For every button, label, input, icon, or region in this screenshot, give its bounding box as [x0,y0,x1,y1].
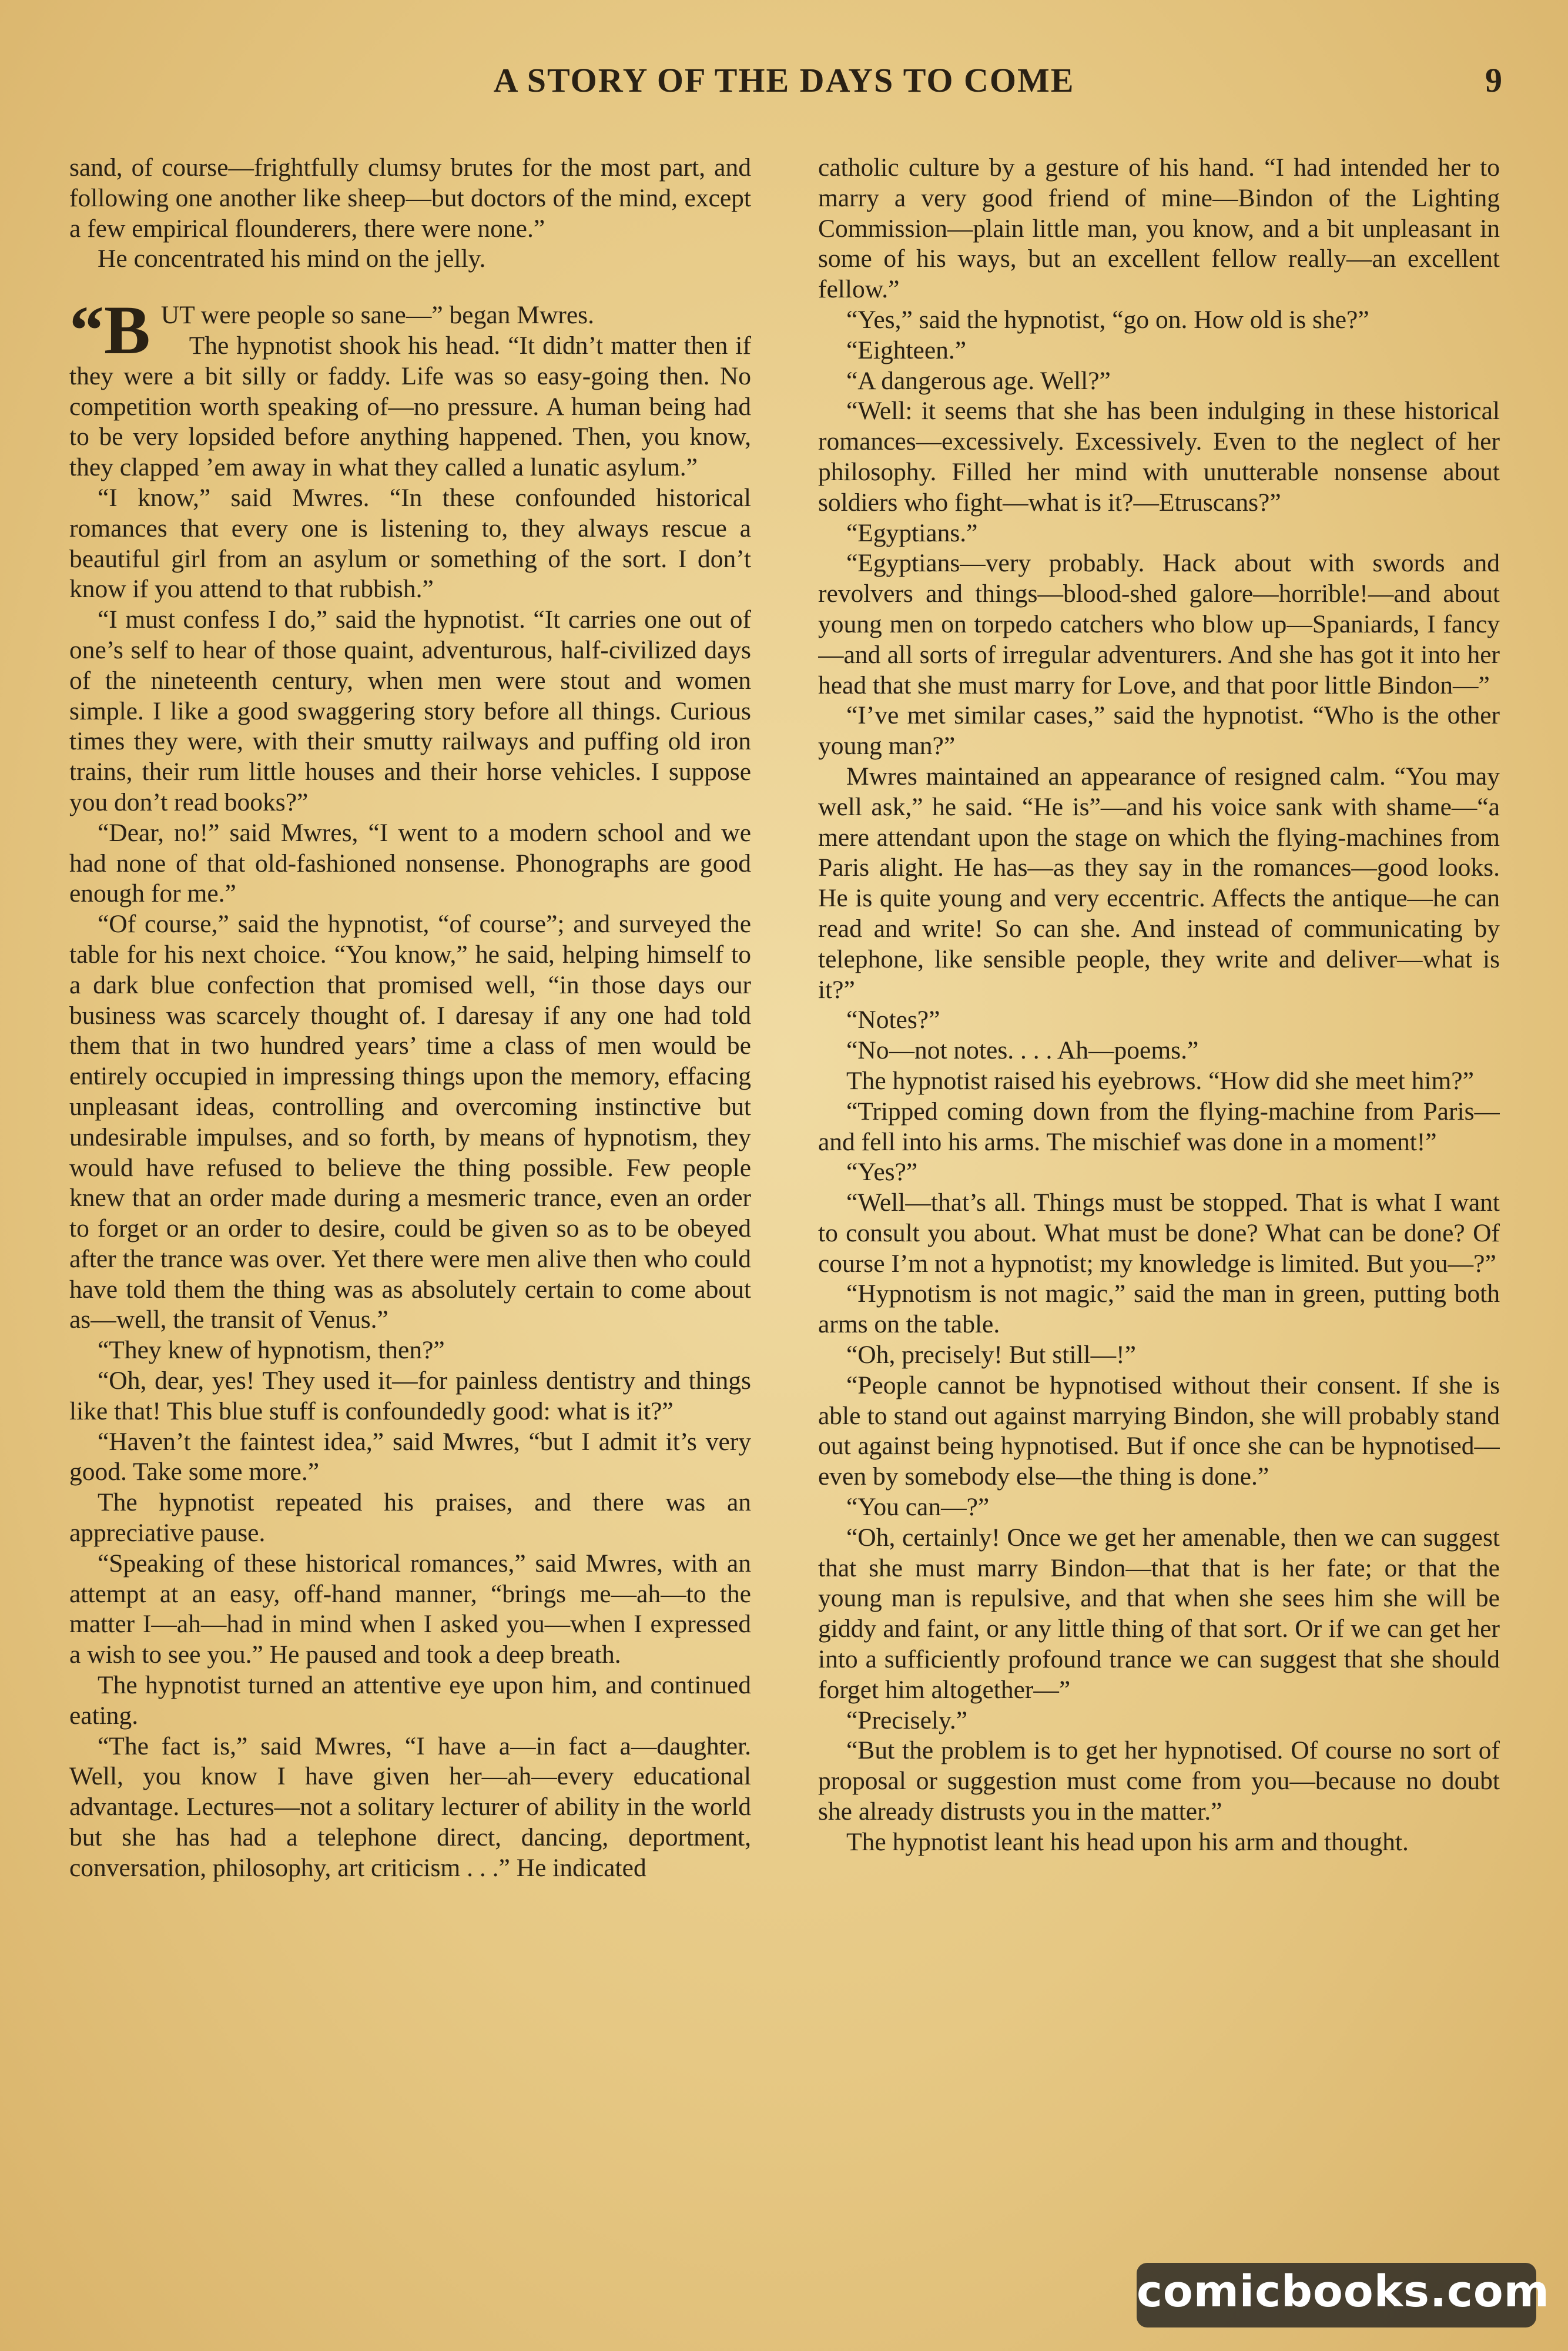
paragraph: “Eighteen.” [846,336,967,364]
paragraph: “Notes?” [846,1006,940,1034]
paragraph: “The fact is,” said Mwres, “I have a—in fact a—daughter. Well, you know I have given her—ah—every educational advantage. Lectures—not a solitary lecturer of ability in the world but she has had a telephone direct, dancing, deportment, conversation, philosophy, art criticism . . .” He indicated [69,1732,751,1882]
paragraph: Mwres maintained an appearance of resigned calm. “You may well ask,” he said. “He is”—and his voice sank with shame—“a mere attendant upon the stage on which the flying-machines from Paris alight. He has—as they say in the romances—good looks. He is quite young and very eccentric. Affects the antique—he can read and write! So can she. And instead of communicating by telephone, like sensible people, they write and deliver—what is it?” [818,762,1500,1004]
paragraph: “I must confess I do,” said the hypnotist. “It carries one out of one’s self to hear of those quaint, adventurous, half-civilized days of the nineteenth century, when men were stout and women simple. I like a good swaggering story before all things. Curious times they were, with their smutty railways and puffing old iron trains, their rum little houses and their horse vehicles. I suppose you don’t read books?” [69,605,751,816]
paragraph: “Of course,” said the hypnotist, “of course”; and surveyed the table for his next choice. “You know,” he said, helping himself to a dark blue confection that promised well, “in those days our business was scarcely thought of. I daresay if any one had told them that in two hundred years’ time a class of men would be entirely occupied in impressing things upon the memory, effacing unpleasant ideas, controlling and overcoming instinctive but undesirable impulses, and so forth, by means of hypnotism, they would have refused to believe the thing possible. Few people knew that an order made during a mesmeric trance, even an order to forget or an order to desire, could be given so as to be obeyed after the trance was over. Yet there were men alive then who could have told them the thing was as absolutely certain to come about as—well, the transit of Venus.” [69,910,751,1334]
paragraph: “Oh, certainly! Once we get her amenable, then we can suggest that she must marry Bindon—that that is her fate; or that the young man is repulsive, and that when she sees him she will be giddy and faint, or any little thing of that sort. Or if we can get her into a sufficiently profound trance we can suggest that she should forget him altogether—” [818,1523,1500,1704]
paragraph: “Egyptians—very probably. Hack about with swords and revolvers and things—blood-shed galore—horrible!—and about young men on torpedo catchers who blow up—Spaniards, I fancy—and all sorts of irregular adventurers. And she has got it into her head that she must marry for Love, and that poor little Bindon—” [818,549,1500,699]
paragraph-text: UT were people so sane—” began Mwres. [160,301,594,330]
paragraph: “Well—that’s all. Things must be stopped. That is what I want to consult you about. What must be done? What can be done? Of course I’m not a hypnotist; my knowledge is limited. But you—?” [818,1188,1500,1278]
paragraph: He concentrated his mind on the jelly. [98,245,486,273]
watermark-text: comicbooks.com [1137,2266,1550,2317]
paragraph: “I’ve met similar cases,” said the hypnotist. “Who is the other young man?” [818,701,1500,761]
paragraph: “No—not notes. . . . Ah—poems.” [846,1036,1199,1065]
paragraph: catholic culture by a gesture of his hand. “I had intended her to marry a very good friend of mine—Bindon of the Lighting Commission—plain little man, you know, and a bit unpleasant in some of his ways, but an excellent fellow really—an excellent fellow.” [818,153,1500,304]
paragraph: “You can—?” [846,1493,990,1522]
page-number: 9 [1485,61,1502,99]
paragraph: The hypnotist leant his head upon his arm and thought. [846,1827,1409,1856]
paragraph: “People cannot be hypnotised without their consent. If she is able to stand out against marrying Bindon, she will probably stand out against being hypnotised. But if once she can be hypnotised—even by somebody else—the thing is done.” [818,1371,1500,1491]
paragraph: sand, of course—frightfully clumsy brutes for the most part, and following one another like sheep—but doctors of the mind, except a few empirical flounderers, there were none.” [69,153,751,243]
paragraph: “Egyptians.” [846,518,978,547]
paragraph: “Tripped coming down from the flying-machine from Paris—and fell into his arms. The mischief was done in a moment!” [818,1097,1500,1156]
watermark [1137,2263,1550,2327]
paragraph: “Oh, dear, yes! They used it—for painless dentistry and things like that! This blue stuff is confoundedly good: what is it?” [69,1367,751,1425]
paragraph: “Yes?” [846,1158,918,1187]
paragraph: “Dear, no!” said Mwres, “I went to a modern school and we had none of that old-fashioned nonsense. Phonographs are good enough for me.” [69,818,751,908]
left-column [69,153,751,2292]
paragraph: “Speaking of these historical romances,” said Mwres, with an attempt at an easy, off-hand manner, “brings me—ah—to the matter I—ah—had in mind when I asked you—when I expressed a wish to see you.” He paused and took a deep breath. [69,1549,751,1669]
paragraph: “Haven’t the faintest idea,” said Mwres, “but I admit it’s very good. Take some more.” [69,1427,751,1486]
paragraph: “They knew of hypnotism, then?” [98,1336,445,1365]
running-title: A STORY OF THE DAYS TO COME [493,61,1075,99]
dropcap-paragraph [69,292,751,369]
drop-cap: “B [69,292,150,369]
paragraph: The hypnotist repeated his praises, and there was an appreciative pause. [69,1488,751,1548]
paragraph: “But the problem is to get her hypnotised. Of course no sort of proposal or suggestion must come from you—because no doubt she already distrusts you in the matter.” [818,1736,1500,1826]
paragraph: “Oh, precisely! But still—!” [846,1341,1136,1369]
right-column [818,153,1500,2292]
paragraph: The hypnotist shook his head. “It didn’t matter then if they were a bit silly or faddy. Life was so easy-going then. No competition worth speaking of—no pressure. A human being had to be very lopsided before anything happened. Then, you know, they clapped ’em away in what they called a lunatic asylum.” [69,331,751,482]
paragraph: The hypnotist raised his eyebrows. “How did she meet him?” [846,1066,1474,1095]
paragraph: “Hypnotism is not magic,” said the man in green, putting both arms on the table. [818,1280,1500,1339]
paragraph: The hypnotist turned an attentive eye upon him, and continued eating. [69,1671,751,1730]
paragraph: “Yes,” said the hypnotist, “go on. How old is she?” [846,305,1369,334]
page-header [0,54,1568,107]
paragraph: “Well: it seems that she has been indulging in these historical romances—excessively. Excessively. Even to the neglect of her philosophy. Filled her mind with unutterable nonsense about soldiers who fight—what is it?—Etruscans?” [818,397,1500,517]
paragraph: “Precisely.” [846,1706,968,1734]
paragraph: “A dangerous age. Well?” [846,366,1111,395]
paragraph: “I know,” said Mwres. “In these confounded historical romances that every one is listening to, they always rescue a beautiful girl from an asylum or something of the sort. I don’t know if you attend to that rubbish.” [69,483,751,604]
